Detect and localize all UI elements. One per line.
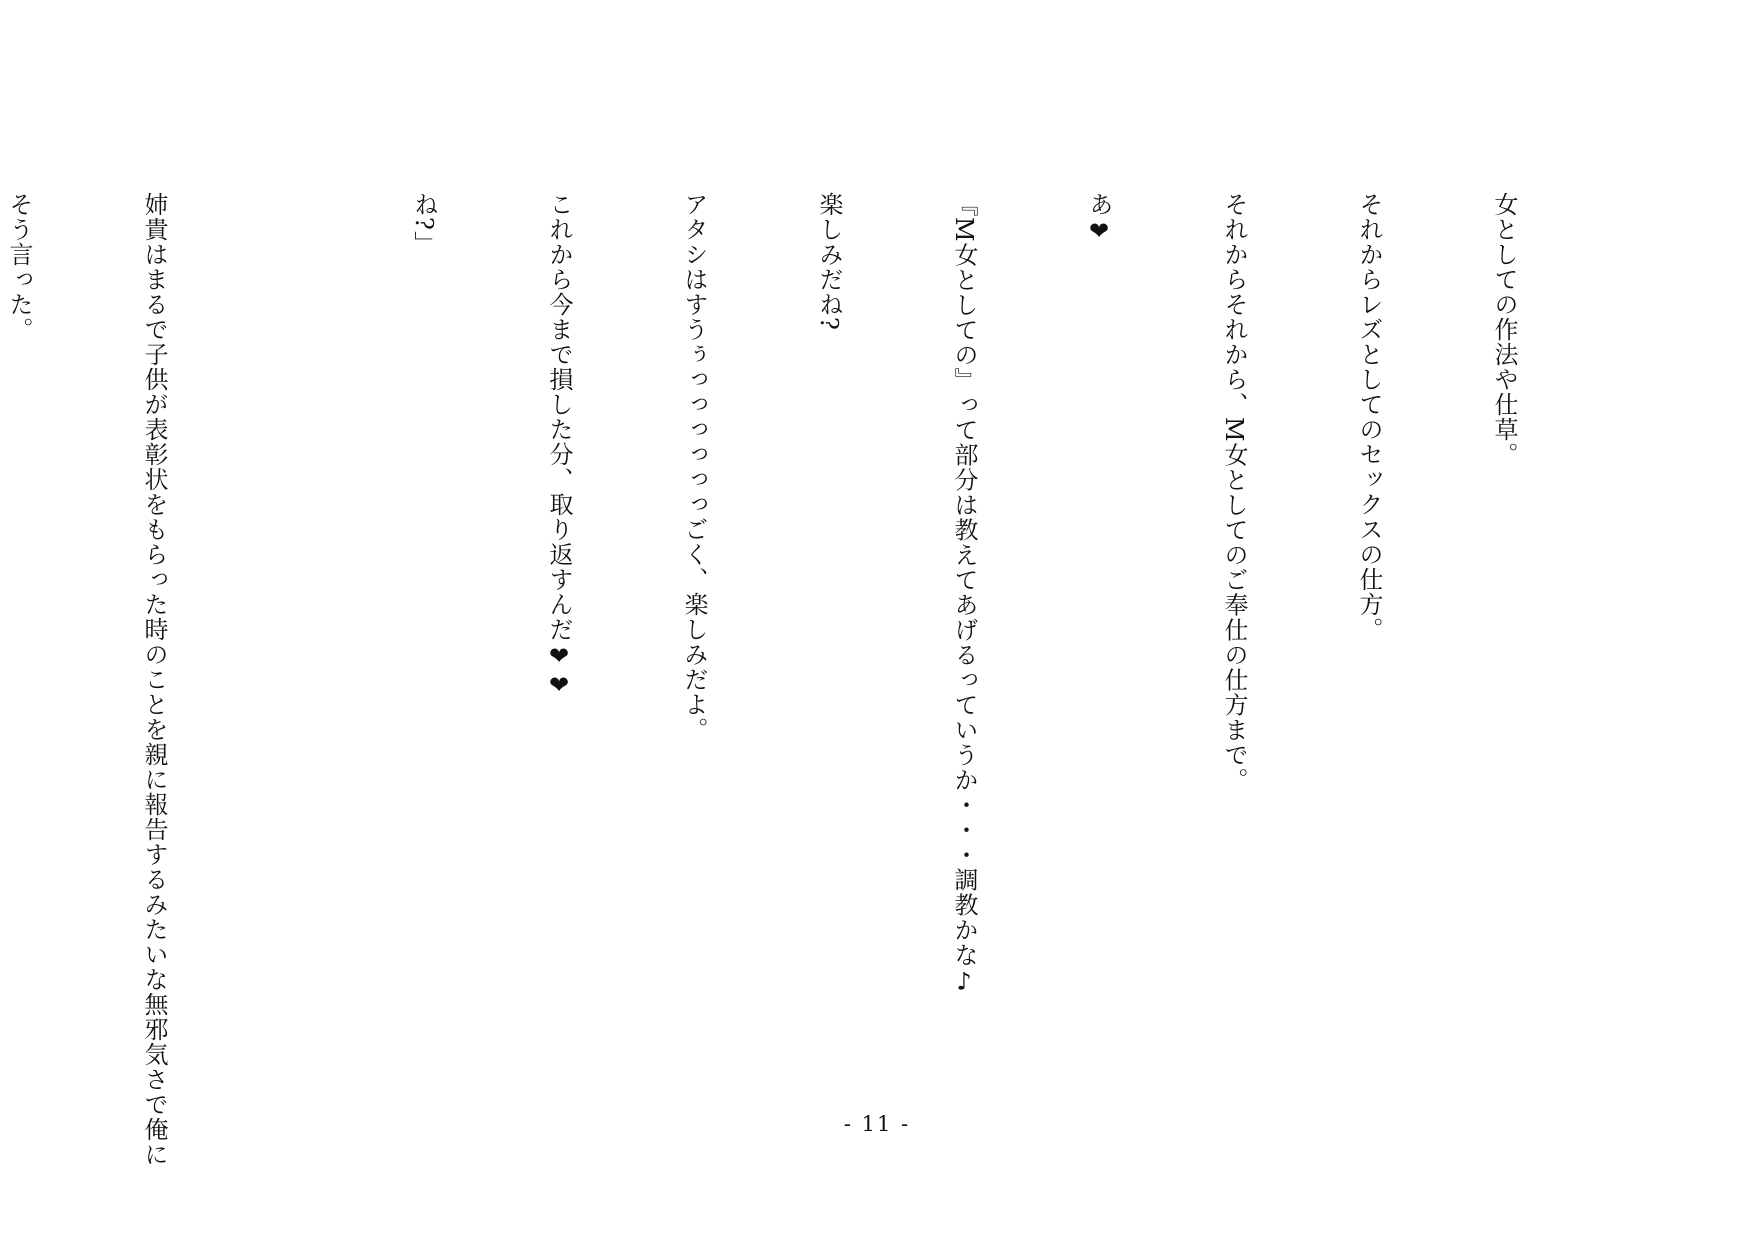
text-line: それからそれから、M女としてのご奉仕の仕方まで。	[1220, 192, 1248, 793]
text-line: これから今まで損した分、取り返すんだ❤❤	[545, 192, 573, 700]
text-line: 楽しみだね?	[815, 192, 843, 331]
blank-line	[266, 192, 311, 1092]
text-line: ね?」	[410, 192, 438, 256]
text-line: 姉貴はまるで子供が表彰状をもらった時のことを親に報告するみたいな無邪気さで俺に	[140, 192, 168, 1167]
text-line: そう言った。	[5, 192, 33, 342]
text-line: それからレズとしてのセックスの仕方。	[1355, 192, 1383, 642]
text-line: 『M女としての』って部分は教えてあげるっていうか・・・調教かな♪	[950, 192, 978, 997]
text-line: アタシはすうぅっっっっっっごく、楽しみだよ。	[680, 192, 708, 742]
text-line: 女としての作法や仕草。	[1490, 192, 1518, 467]
page-number: - 11 -	[843, 1112, 911, 1136]
text-line: あ❤	[1085, 192, 1113, 246]
